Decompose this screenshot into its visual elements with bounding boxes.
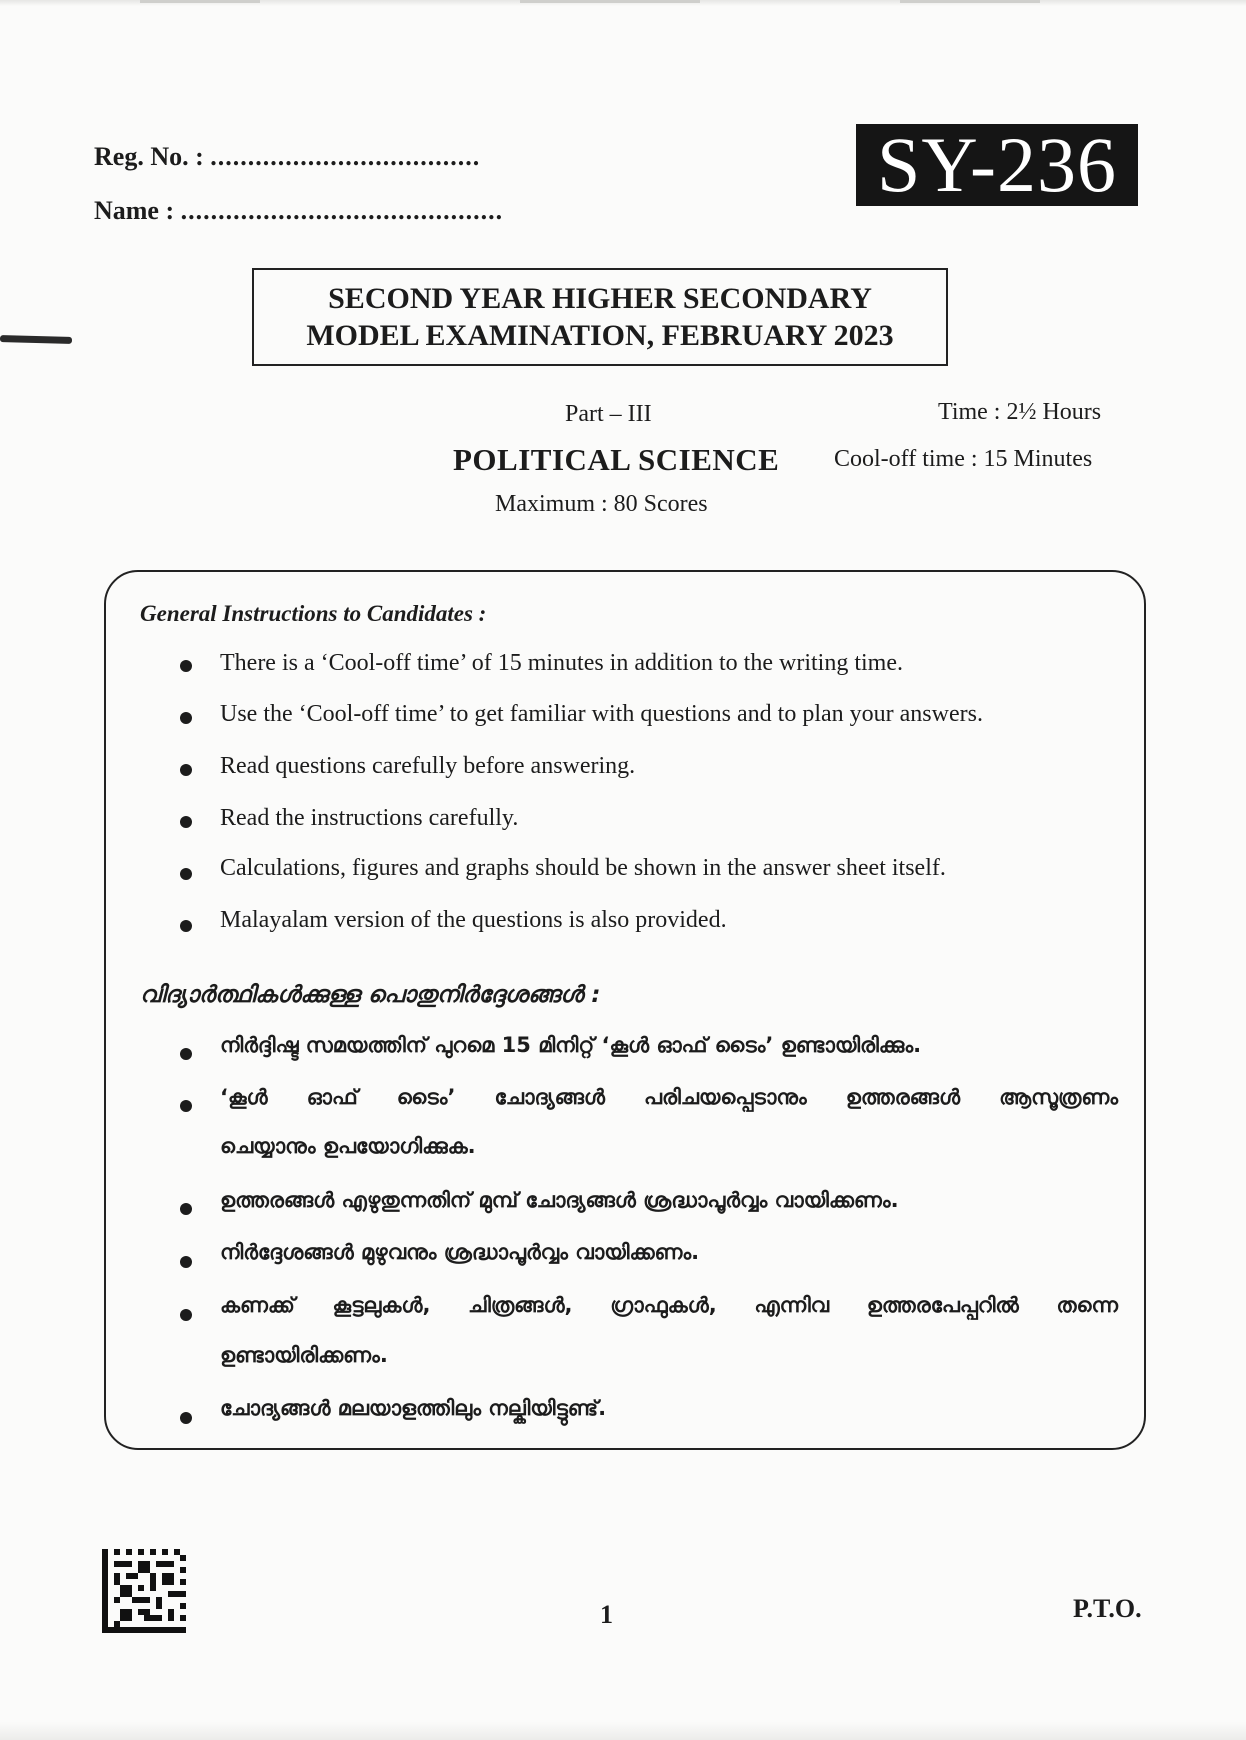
instruction-item: Read the instructions carefully. xyxy=(220,805,519,831)
name-dots: ........................................... xyxy=(180,196,504,225)
exam-title-line1: SECOND YEAR HIGHER SECONDARY xyxy=(328,282,872,315)
qr-code-icon xyxy=(102,1548,186,1634)
bullet xyxy=(180,1309,192,1321)
bullet xyxy=(180,1100,192,1112)
exam-title-line2: MODEL EXAMINATION, FEBRUARY 2023 xyxy=(306,319,894,352)
subject-title: POLITICAL SCIENCE xyxy=(453,442,780,477)
please-turn-over-label: P.T.O. xyxy=(1073,1594,1142,1623)
paper-code: SY-236 xyxy=(856,124,1138,206)
instruction-item: Use the ‘Cool-off time’ to get familiar with questions and to plan your answers. xyxy=(220,701,983,727)
reg-no-label: Reg. No. : xyxy=(94,142,204,171)
bullet xyxy=(180,660,192,672)
part-label: Part – III xyxy=(565,401,652,427)
time-label: Time : 2½ Hours xyxy=(938,399,1102,425)
instructions-heading-english: General Instructions to Candidates : xyxy=(140,601,487,626)
instruction-item: നിർദ്ദേശങ്ങൾ മുഴുവനും ശ്രദ്ധാപൂർവ്വം വായിക്കണം. xyxy=(220,1240,700,1264)
max-scores-label: Maximum : 80 Scores xyxy=(495,491,708,517)
reg-no-field xyxy=(94,142,480,172)
instruction-item: Calculations, figures and graphs should be shown in the answer sheet itself. xyxy=(220,855,946,881)
instruction-item: There is a ‘Cool-off time’ of 15 minutes in addition to the writing time. xyxy=(220,650,903,676)
bullet xyxy=(180,712,192,724)
bullet xyxy=(180,764,192,776)
page-number: 1 xyxy=(600,1600,613,1629)
page-bottom-edge xyxy=(0,1722,1246,1740)
bullet xyxy=(180,868,192,880)
instruction-item: ചോദ്യങ്ങൾ മലയാളത്തിലും നല്കിയിട്ടുണ്ട്. xyxy=(220,1396,607,1420)
instruction-item: ‘കൂൾ ഓഫ് ടൈം’ ചോദ്യങ്ങൾ പരിചയപ്പെടാനും ഉത്തരങ്ങൾ ആസൂത്രണം xyxy=(220,1085,1118,1109)
bullet xyxy=(180,920,192,932)
bullet xyxy=(180,1256,192,1268)
instruction-item-continued: ചെയ്യാനും ഉപയോഗിക്കുക. xyxy=(220,1134,476,1158)
instruction-item-continued: ഉണ്ടായിരിക്കണം. xyxy=(220,1343,388,1367)
bullet xyxy=(180,1203,192,1215)
instruction-item: Malayalam version of the questions is also provided. xyxy=(220,907,727,933)
exam-title-box xyxy=(252,268,948,366)
name-field xyxy=(94,196,503,226)
instruction-item: Read questions carefully before answering. xyxy=(220,753,636,779)
bullet xyxy=(180,1048,192,1060)
bullet xyxy=(180,816,192,828)
cooloff-time-label: Cool-off time : 15 Minutes xyxy=(834,446,1093,472)
instruction-item: നിർദ്ദിഷ്ട സമയത്തിന് പുറമെ 15 മിനിറ്റ് ‘കൂൾ ഓഫ് ടൈം’ ഉണ്ടായിരിക്കും. xyxy=(220,1033,922,1057)
instruction-item: കണക്ക് കൂട്ടലുകൾ, ചിത്രങ്ങൾ, ഗ്രാഫുകൾ, എന്നിവ ഉത്തരപേപ്പറിൽ തന്നെ xyxy=(220,1293,1118,1317)
bullet xyxy=(180,1412,192,1424)
margin-punch-mark xyxy=(0,335,72,344)
instructions-heading-malayalam: വിദ്യാർത്ഥികൾക്കുള്ള പൊതുനിർദ്ദേശങ്ങൾ : xyxy=(140,982,601,1008)
instruction-item: ഉത്തരങ്ങൾ എഴുതുന്നതിന് മുമ്പ് ചോദ്യങ്ങൾ ശ്രദ്ധാപൂർവ്വം വായിക്കണം. xyxy=(220,1188,899,1212)
reg-no-dots: .................................... xyxy=(210,142,481,171)
name-label: Name : xyxy=(94,196,175,225)
